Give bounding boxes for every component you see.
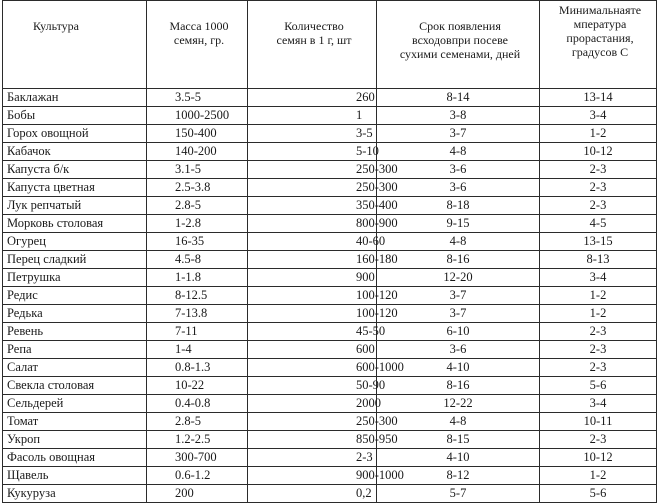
cell-name: Капуста цветная — [3, 179, 147, 197]
cell-count: 850-950 — [248, 431, 377, 449]
cell-mass: 3.1-5 — [147, 161, 248, 179]
cell-name: Петрушка — [3, 269, 147, 287]
cell-mass: 150-400 — [147, 125, 248, 143]
cell-count: 50-90 — [248, 377, 377, 395]
header-min-line3: прорастания, — [566, 31, 634, 45]
cell-mass: 2.5-3.8 — [147, 179, 248, 197]
table-row — [3, 215, 657, 233]
cell-name: Редька — [3, 305, 147, 323]
table-row — [3, 269, 657, 287]
cell-min-temp: 1-2 — [540, 287, 657, 305]
cell-mass: 2.8-5 — [147, 413, 248, 431]
cell-count: 40-60 — [248, 233, 377, 251]
cell-min-temp: 3-4 — [540, 269, 657, 287]
cell-days: 12-22 — [377, 395, 540, 413]
cell-min-temp: 4-5 — [540, 215, 657, 233]
cell-name: Баклажан — [3, 89, 147, 107]
cell-days: 4-8 — [377, 233, 540, 251]
cell-days: 6-10 — [377, 323, 540, 341]
table-row — [3, 251, 657, 269]
table-row — [3, 89, 657, 107]
header-mass-line2: семян, гр. — [173, 33, 225, 47]
cell-mass: 140-200 — [147, 143, 248, 161]
table-row — [3, 485, 657, 503]
header-row — [3, 1, 657, 89]
cell-name: Кукуруза — [3, 485, 147, 503]
cell-count: 2-3 — [248, 449, 377, 467]
cell-min-temp: 13-14 — [540, 89, 657, 107]
cell-mass: 1-2.8 — [147, 215, 248, 233]
cell-days: 5-7 — [377, 485, 540, 503]
cell-mass: 200 — [147, 485, 248, 503]
cell-days: 8-12 — [377, 467, 540, 485]
cell-mass: 7-11 — [147, 323, 248, 341]
header-days — [377, 1, 540, 89]
cell-days: 4-10 — [377, 359, 540, 377]
cell-name: Перец сладкий — [3, 251, 147, 269]
cell-days: 3-6 — [377, 341, 540, 359]
table-row — [3, 359, 657, 377]
cell-count: 5-10 — [248, 143, 377, 161]
cell-min-temp: 10-12 — [540, 143, 657, 161]
table-row — [3, 377, 657, 395]
cell-name: Морковь столовая — [3, 215, 147, 233]
table-row — [3, 323, 657, 341]
cell-min-temp: 2-3 — [540, 431, 657, 449]
cell-min-temp: 8-13 — [540, 251, 657, 269]
cell-count: 45-50 — [248, 323, 377, 341]
cell-mass: 1-4 — [147, 341, 248, 359]
header-days-line1: Срок появления — [419, 19, 501, 33]
cell-count: 250-300 — [248, 413, 377, 431]
cell-name: Горох овощной — [3, 125, 147, 143]
cell-days: 8-15 — [377, 431, 540, 449]
cell-min-temp: 2-3 — [540, 323, 657, 341]
header-mass-line1: Масса 1000 — [169, 19, 229, 33]
table-row — [3, 125, 657, 143]
cell-count: 3-5 — [248, 125, 377, 143]
cell-days: 4-8 — [377, 413, 540, 431]
cell-count: 2000 — [248, 395, 377, 413]
cell-count: 800-900 — [248, 215, 377, 233]
cell-name: Свекла столовая — [3, 377, 147, 395]
cell-name: Сельдерей — [3, 395, 147, 413]
cell-mass: 1.2-2.5 — [147, 431, 248, 449]
header-count-line2: семян в 1 г, шт — [276, 33, 352, 47]
cell-days: 3-6 — [377, 161, 540, 179]
table-row — [3, 341, 657, 359]
cell-name: Салат — [3, 359, 147, 377]
cell-days: 3-7 — [377, 125, 540, 143]
cell-count: 250-300 — [248, 179, 377, 197]
cell-name: Фасоль овощная — [3, 449, 147, 467]
cell-min-temp: 1-2 — [540, 125, 657, 143]
header-days-line2: всходовпри посеве — [411, 33, 509, 47]
table-row — [3, 233, 657, 251]
cell-count: 900-1000 — [248, 467, 377, 485]
cell-name: Укроп — [3, 431, 147, 449]
header-count — [248, 1, 377, 89]
header-min-line2: мпература — [573, 17, 627, 31]
cell-mass: 0.6-1.2 — [147, 467, 248, 485]
cell-days: 3-7 — [377, 305, 540, 323]
cell-mass: 0.4-0.8 — [147, 395, 248, 413]
cell-days: 9-15 — [377, 215, 540, 233]
cell-count: 900 — [248, 269, 377, 287]
cell-count: 1 — [248, 107, 377, 125]
header-min-line4: градусов С — [571, 45, 629, 59]
cell-min-temp: 5-6 — [540, 377, 657, 395]
cell-mass: 7-13.8 — [147, 305, 248, 323]
cell-mass: 0.8-1.3 — [147, 359, 248, 377]
table-row — [3, 413, 657, 431]
cell-name: Репа — [3, 341, 147, 359]
table-body — [3, 89, 657, 503]
cell-count: 260 — [248, 89, 377, 107]
cell-min-temp: 13-15 — [540, 233, 657, 251]
cell-min-temp: 2-3 — [540, 161, 657, 179]
cell-min-temp: 5-6 — [540, 485, 657, 503]
cell-min-temp: 1-2 — [540, 305, 657, 323]
cell-mass: 16-35 — [147, 233, 248, 251]
cell-min-temp: 3-4 — [540, 107, 657, 125]
cell-name: Бобы — [3, 107, 147, 125]
cell-min-temp: 3-4 — [540, 395, 657, 413]
header-min-temp — [540, 1, 657, 89]
cell-mass: 3.5-5 — [147, 89, 248, 107]
cell-days: 8-14 — [377, 89, 540, 107]
cell-days: 3-7 — [377, 287, 540, 305]
cell-days: 3-6 — [377, 179, 540, 197]
cell-mass: 300-700 — [147, 449, 248, 467]
table-row — [3, 305, 657, 323]
cell-min-temp: 1-2 — [540, 467, 657, 485]
header-min-line1: Минимальнаяте — [558, 3, 642, 17]
header-mass — [147, 1, 248, 89]
cell-count: 100-120 — [248, 287, 377, 305]
header-culture — [3, 1, 147, 89]
cell-days: 8-16 — [377, 251, 540, 269]
cell-days: 3-8 — [377, 107, 540, 125]
cell-min-temp: 10-12 — [540, 449, 657, 467]
cell-name: Томат — [3, 413, 147, 431]
cell-name: Кабачок — [3, 143, 147, 161]
cell-count: 350-400 — [248, 197, 377, 215]
cell-min-temp: 10-11 — [540, 413, 657, 431]
header-culture-text: Культура — [33, 19, 79, 33]
cell-days: 4-10 — [377, 449, 540, 467]
cell-min-temp: 2-3 — [540, 179, 657, 197]
cell-count: 160-180 — [248, 251, 377, 269]
cell-min-temp: 2-3 — [540, 359, 657, 377]
cell-days: 4-8 — [377, 143, 540, 161]
cell-mass: 10-22 — [147, 377, 248, 395]
cell-min-temp: 2-3 — [540, 197, 657, 215]
table-row — [3, 179, 657, 197]
table-row — [3, 449, 657, 467]
cell-name: Капуста б/к — [3, 161, 147, 179]
cell-name: Лук репчатый — [3, 197, 147, 215]
cell-name: Щавель — [3, 467, 147, 485]
table-row — [3, 197, 657, 215]
cell-count: 250-300 — [248, 161, 377, 179]
cell-count: 0,2 — [248, 485, 377, 503]
table-row — [3, 143, 657, 161]
cell-mass: 8-12.5 — [147, 287, 248, 305]
cell-name: Огурец — [3, 233, 147, 251]
cell-mass: 1000-2500 — [147, 107, 248, 125]
table-row — [3, 287, 657, 305]
cell-mass: 1-1.8 — [147, 269, 248, 287]
table-row — [3, 395, 657, 413]
cell-count: 600 — [248, 341, 377, 359]
cell-days: 12-20 — [377, 269, 540, 287]
table-row — [3, 161, 657, 179]
cell-name: Редис — [3, 287, 147, 305]
cell-days: 8-18 — [377, 197, 540, 215]
seed-germination-table — [2, 0, 657, 503]
cell-min-temp: 2-3 — [540, 341, 657, 359]
header-count-line1: Количество — [284, 19, 344, 33]
cell-mass: 2.8-5 — [147, 197, 248, 215]
cell-name: Ревень — [3, 323, 147, 341]
cell-count: 600-1000 — [248, 359, 377, 377]
table-row — [3, 107, 657, 125]
table-row — [3, 467, 657, 485]
cell-count: 100-120 — [248, 305, 377, 323]
cell-days: 8-16 — [377, 377, 540, 395]
cell-mass: 4.5-8 — [147, 251, 248, 269]
header-days-line3: сухими семенами, дней — [399, 47, 521, 61]
table-row — [3, 431, 657, 449]
